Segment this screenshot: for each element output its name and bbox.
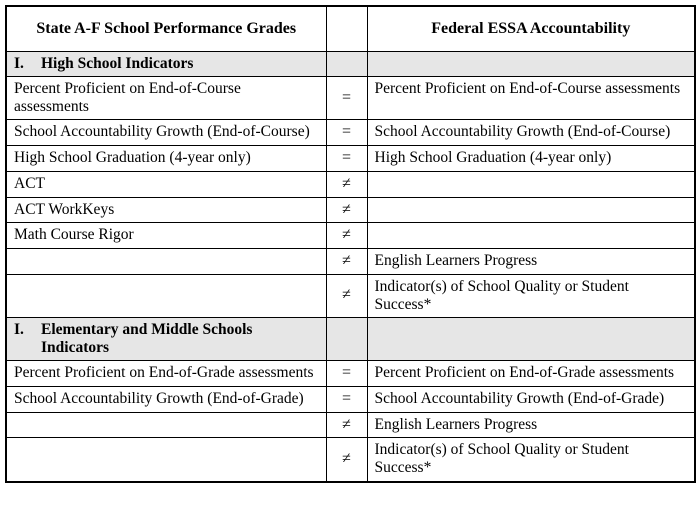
table-row (6, 412, 695, 438)
state-indicator-cell: Percent Proficient on End-of-Course assessments (6, 77, 326, 120)
section-label: Elementary and Middle Schools Indicators (41, 320, 253, 357)
federal-indicator-cell: Percent Proficient on End-of-Grade assessments (367, 361, 695, 387)
section-title-cell (6, 317, 326, 360)
federal-indicator-cell: English Learners Progress (367, 412, 695, 438)
state-indicator-cell (6, 438, 326, 482)
equals-symbol: = (326, 361, 367, 387)
section-header-row (6, 52, 695, 77)
state-indicator-cell: ACT WorkKeys (6, 197, 326, 223)
table-row (6, 361, 695, 387)
section-number: I. (14, 55, 24, 72)
not-equal-symbol: ≠ (326, 412, 367, 438)
equals-symbol: = (326, 386, 367, 412)
table-row (6, 438, 695, 482)
section-title-cell (6, 52, 326, 77)
section-federal-cell (367, 52, 695, 77)
not-equal-symbol: ≠ (326, 223, 367, 249)
table-header-row (6, 6, 695, 52)
state-indicator-cell: ACT (6, 171, 326, 197)
state-indicator-cell: High School Graduation (4-year only) (6, 146, 326, 172)
table-row (6, 171, 695, 197)
section-federal-cell (367, 317, 695, 360)
federal-column-header: Federal ESSA Accountability (367, 6, 695, 52)
section-symbol-cell (326, 317, 367, 360)
state-indicator-cell (6, 412, 326, 438)
state-indicator-cell: School Accountability Growth (End-of-Course) (6, 120, 326, 146)
federal-indicator-cell: High School Graduation (4-year only) (367, 146, 695, 172)
table-body (6, 6, 695, 482)
federal-indicator-cell: Indicator(s) of School Quality or Student Success* (367, 438, 695, 482)
not-equal-symbol: ≠ (326, 197, 367, 223)
symbol-column-header (326, 6, 367, 52)
table-row (6, 146, 695, 172)
equals-symbol: = (326, 146, 367, 172)
table-row (6, 274, 695, 317)
state-indicator-cell (6, 274, 326, 317)
not-equal-symbol: ≠ (326, 274, 367, 317)
federal-indicator-cell (367, 171, 695, 197)
section-number: I. (14, 320, 24, 338)
federal-indicator-cell: School Accountability Growth (End-of-Grade) (367, 386, 695, 412)
table-row (6, 223, 695, 249)
not-equal-symbol: ≠ (326, 171, 367, 197)
section-symbol-cell (326, 52, 367, 77)
federal-indicator-cell (367, 197, 695, 223)
table-row (6, 386, 695, 412)
equals-symbol: = (326, 120, 367, 146)
section-header-row (6, 317, 695, 360)
federal-indicator-cell: English Learners Progress (367, 248, 695, 274)
section-title (14, 55, 319, 73)
state-indicator-cell: Percent Proficient on End-of-Grade assessments (6, 361, 326, 387)
table-row (6, 248, 695, 274)
federal-indicator-cell (367, 223, 695, 249)
state-column-header: State A-F School Performance Grades (6, 6, 326, 52)
state-federal-comparison-table (5, 5, 696, 483)
section-title (14, 321, 319, 357)
state-indicator-cell (6, 248, 326, 274)
not-equal-symbol: ≠ (326, 248, 367, 274)
section-label: High School Indicators (41, 55, 194, 72)
state-indicator-cell: School Accountability Growth (End-of-Grade) (6, 386, 326, 412)
federal-indicator-cell: School Accountability Growth (End-of-Course) (367, 120, 695, 146)
equals-symbol: = (326, 77, 367, 120)
table-row (6, 77, 695, 120)
state-indicator-cell: Math Course Rigor (6, 223, 326, 249)
federal-indicator-cell: Percent Proficient on End-of-Course assessments (367, 77, 695, 120)
federal-indicator-cell: Indicator(s) of School Quality or Student Success* (367, 274, 695, 317)
table-row (6, 120, 695, 146)
table-row (6, 197, 695, 223)
not-equal-symbol: ≠ (326, 438, 367, 482)
